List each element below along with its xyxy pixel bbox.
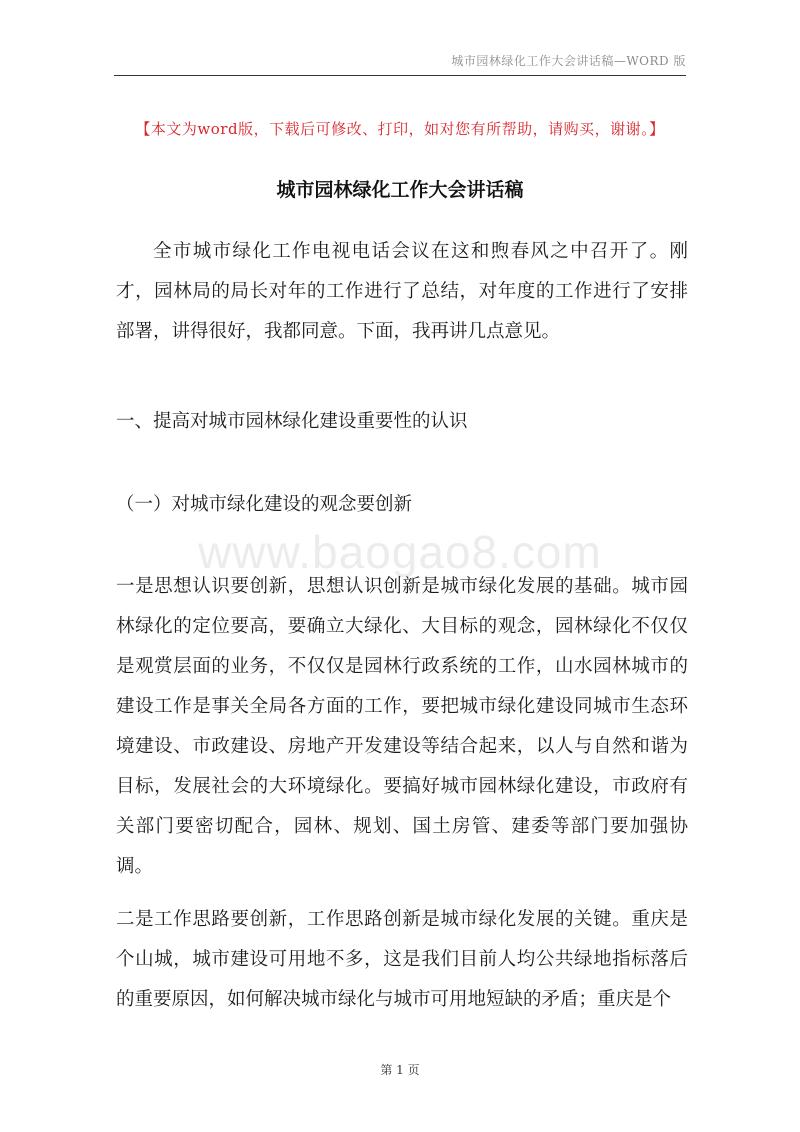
page-number: 第 1 页	[380, 1063, 420, 1077]
paragraph-point-2: 二是工作思路要创新，工作思路创新是城市绿化发展的关键。重庆是个山城，城市建设可用地不多，这是我们目前人均公共绿地指标落后的重要原因，如何解决城市绿化与城市可用地短缺的矛盾；重庆是个	[116, 909, 688, 1010]
intro-paragraph: 全市城市绿化工作电视电话会议在这和煦春风之中召开了。刚才，园林局的局长对年的工作进行了总结，对年度的工作进行了安排部署，讲得很好，我都同意。下面，我再讲几点意见。	[116, 241, 688, 342]
header-divider	[114, 75, 686, 76]
paragraph-point-1: 一是思想认识要创新，思想认识创新是城市绿化发展的基础。城市园林绿化的定位要高，要确立大绿化、大目标的观念，园林绿化不仅仅是观赏层面的业务，不仅仅是园林行政系统的工作，山水园林城市的建设工作是事关全局各方面的工作，要把城市绿化建设同城市生态环境建设、市政建设、房地产开发建设等结合起来，以人与自然和谐为目标，发展社会的大环境绿化。要搞好城市园林绿化建设，市政府有关部门要密切配合，园林、规划、国土房管、建委等部门要加强协调。	[116, 576, 688, 877]
download-notice: 【本文为word版，下载后可修改、打印，如对您有所帮助，请购买，谢谢。】	[135, 120, 665, 138]
document-title: 城市园林绿化工作大会讲话稿	[276, 179, 524, 201]
subsection-heading-1: （一）对城市绿化建设的观念要创新	[116, 494, 413, 515]
section-heading-1: 一、提高对城市园林绿化建设重要性的认识	[116, 411, 468, 432]
watermark: www.baogao8.com	[198, 526, 602, 578]
running-header: 城市园林绿化工作大会讲话稿—WORD 版	[451, 54, 686, 68]
